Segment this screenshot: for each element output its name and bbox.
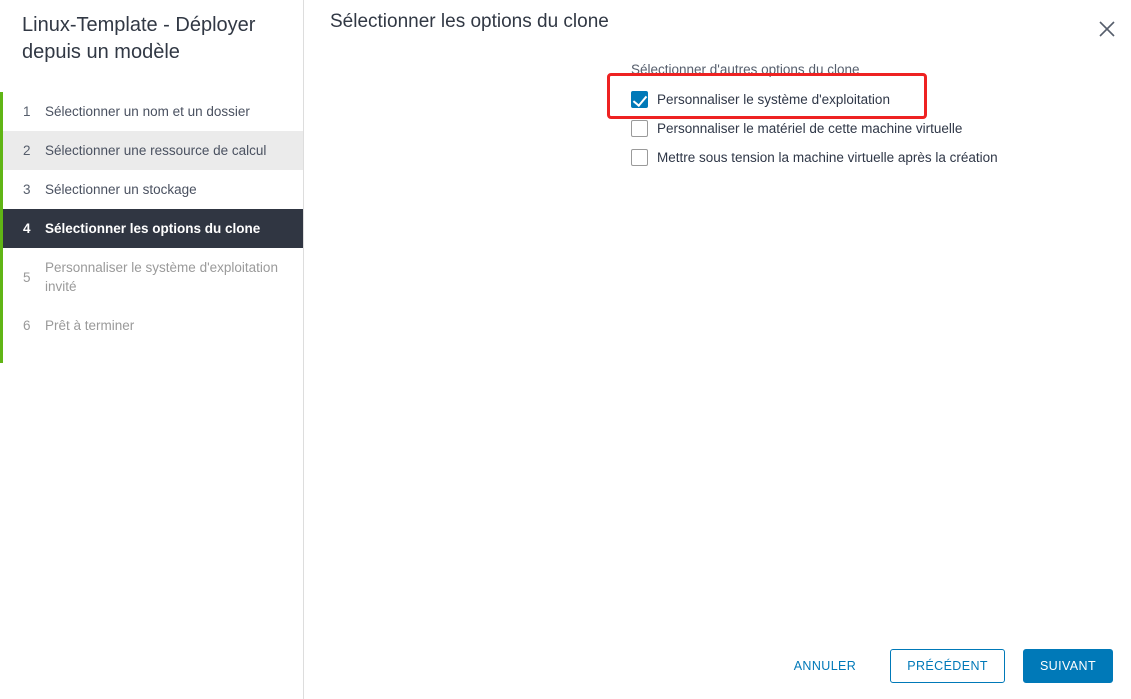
wizard-footer [778,649,1113,683]
checkbox-label-customize-hardware[interactable]: Personnaliser le matériel de cette machine virtuelle [657,121,963,136]
option-row-power-on-after-creation[interactable] [631,143,1131,172]
sidebar-item-step-3[interactable] [3,170,303,209]
sidebar-item-step-4[interactable] [3,209,303,248]
cancel-button[interactable]: ANNULER [793,659,857,673]
option-row-customize-hardware[interactable] [631,114,1131,143]
wizard-steps [0,92,303,345]
checkbox-label-power-on-after-creation[interactable]: Mettre sous tension la machine virtuelle après la création [657,150,998,165]
step-number: 5 [23,269,31,285]
close-icon[interactable] [1096,18,1118,40]
sidebar-item-step-2[interactable] [3,131,303,170]
option-row-customize-os[interactable] [631,85,1131,114]
step-label: Sélectionner un nom et un dossier [45,104,250,119]
step-number: 3 [23,182,31,197]
clone-options-group [631,62,1131,172]
sidebar-item-step-1[interactable] [3,92,303,131]
step-number: 2 [23,143,31,158]
clone-options-legend: Sélectionner d'autres options du clone [631,62,860,77]
sidebar-item-step-6[interactable] [3,306,303,345]
sidebar-item-step-5[interactable] [3,248,303,306]
step-number: 4 [23,221,31,236]
step-label: Prêt à terminer [45,318,135,333]
checkbox-customize-os[interactable] [631,91,648,108]
checkbox-label-customize-os[interactable]: Personnaliser le système d'exploitation [657,92,890,107]
steps-rail-tail [0,345,303,363]
wizard-sidebar [0,0,304,699]
checkbox-power-on-after-creation[interactable] [631,149,648,166]
step-label: Sélectionner un stockage [45,182,197,197]
checkbox-customize-hardware[interactable] [631,120,648,137]
back-button[interactable]: PRÉCÉDENT [890,649,1005,683]
step-label: Sélectionner une ressource de calcul [45,143,267,158]
page-title: Linux-Template - Déployer depuis un modèle [22,14,256,63]
step-number: 6 [23,318,31,333]
wizard-content [304,0,1131,699]
step-label: Sélectionner les options du clone [45,221,261,236]
step-number: 1 [23,104,31,119]
next-button[interactable]: SUIVANT [1023,649,1113,683]
step-label: Personnaliser le système d'exploitation invité [45,260,278,294]
panel-title: Sélectionner les options du clone [330,11,609,32]
